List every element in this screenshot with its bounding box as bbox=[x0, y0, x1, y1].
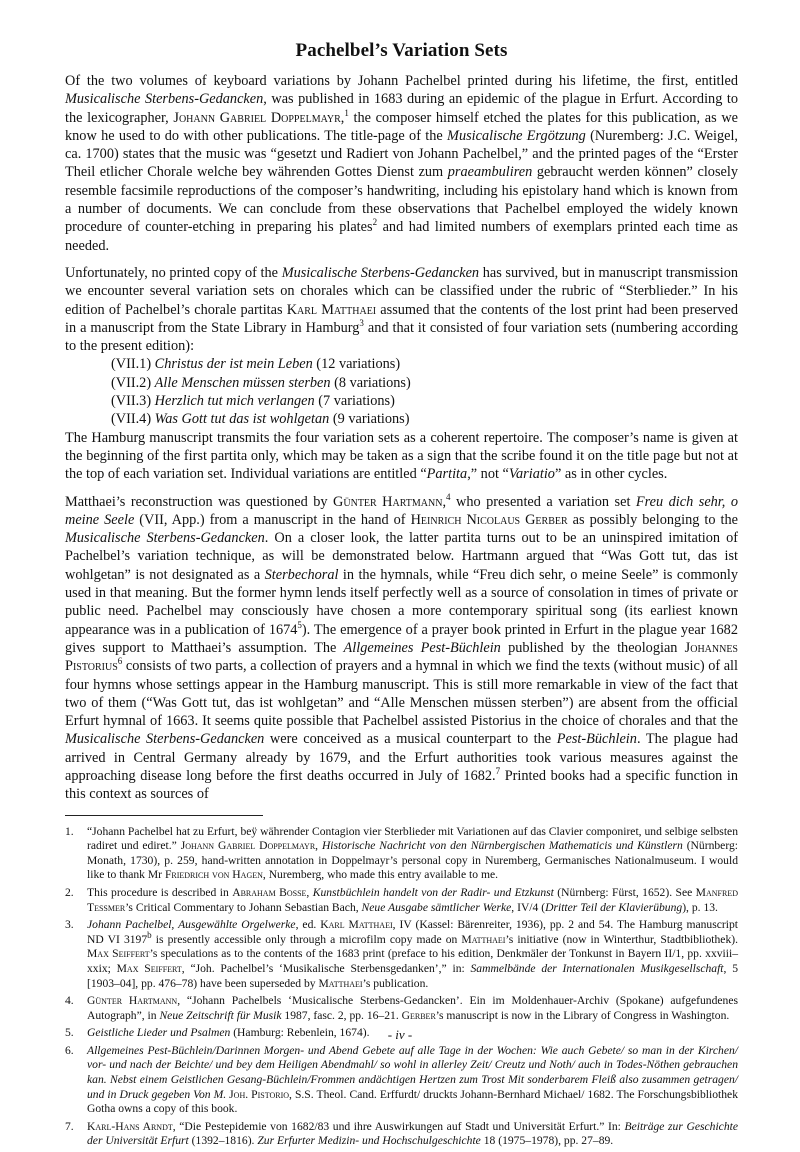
text: has survived, but in manuscript transmission we encounter several variation sets on chorales which can be classified under the rubric of “Sterblieder.” In his edition of Pachelbel’s chorale partitas bbox=[65, 264, 739, 318]
chorale-title: Christus der ist mein Leben bbox=[154, 356, 313, 373]
text: who presented a variation set bbox=[450, 493, 636, 510]
text: ). The emergence of a prayer book printed in Erfurt in the plague year 1682 gives support to Matthaei’s assumption. The bbox=[65, 621, 738, 656]
footnote-number: 5. bbox=[65, 1026, 74, 1040]
text: . On a closer look, the latter partita turns out to be an uninspired imitation of Pachelbel’s variation technique, as will be demonstrated below. Hartmann argued that “Was Gott tut, das ist wohlgetan” is not designated as a bbox=[65, 530, 738, 583]
text: Unfortunately, no printed copy of the bbox=[65, 264, 282, 281]
work-title: Musicalische Ergötzung bbox=[447, 127, 586, 144]
text: ), p. 13. bbox=[682, 900, 718, 914]
work-title: Pest-Büchlein bbox=[556, 731, 637, 748]
person-name: Heinrich Nicolaus Gerber bbox=[410, 511, 568, 528]
text: ,” not “ bbox=[467, 466, 509, 483]
person-name: Johann Gabriel Doppelmayr bbox=[180, 839, 316, 853]
text: Matthaei’s reconstruction was questioned by bbox=[65, 493, 334, 510]
text: ’s manuscript is now in the Library of Congress in Washington. bbox=[435, 1008, 730, 1022]
work-title: Kunstbüchlein handelt von der Radir- und Etzkunst bbox=[312, 885, 554, 899]
text: (Nürnberg: Fürst, 1652). See bbox=[553, 885, 696, 899]
chorale-title: Freu dich sehr, o meine Seele bbox=[65, 493, 738, 528]
person-name: Johannes Pistorius bbox=[65, 639, 738, 675]
text: , “Joh. Pachelbel’s ‘Musikalische Sterbensgedanken’,” in: bbox=[181, 961, 471, 975]
variation-count: (12 variations) bbox=[312, 356, 401, 373]
text: ” as in other cycles. bbox=[554, 466, 668, 483]
work-title: Neue Zeitschrift für Musik bbox=[159, 1008, 282, 1022]
footnote-ref[interactable]: 7 bbox=[495, 766, 501, 777]
work-title: Musicalische Sterbens-Gedancken bbox=[281, 264, 480, 281]
page bbox=[65, 0, 738, 1152]
work-title: Allgemeines Pest-Büchlein/Darinnen Morgen- und Abend Gebete auf alle Tage in der Wochen: Wie auch Gebete/ so man in der Kirchen/ vor- und nach der Beichte/ und bey dem Heiligen Abendmahl/ so wohl in allerley Zeit/ Creutz und Noth/ auch in Todes-Nöthen gebrauchen kan. Nebst einem Geistlichen Gesang-Büchlein/Frommen andächtigen Hertzen zum Trost Mit sonderbarem Fleiß also zusammen getragen/ und in Druck gegeben Von M. bbox=[87, 1043, 738, 1101]
text: and that it consisted of four variation sets (numbering according to the present edition): bbox=[65, 319, 738, 355]
text: 1987, fasc. 2, pp. 16–21. bbox=[281, 1008, 402, 1022]
text: , Nuremberg, who made this entry available to me. bbox=[262, 868, 499, 882]
work-title: Musicalische Sterbens-Gedancken bbox=[65, 731, 265, 748]
list-number: (VII.2) bbox=[111, 374, 155, 391]
paragraph-1: Of the two volumes of keyboard variations by Johann Pachelbel printed during his lifetime, the first, entitled Musicalische Sterbens-Gedancken, was published in 1683 during an epidemic of the plague in Erfurt. According to the lexicographer, Johann Gabriel Doppelmayr,$^1$ the composer himself etched the plates for this publication, as we know he used to do with other publications. The title-page of the Musicalische Ergötzung (Nuremberg: J.C. Weigel, ca. 1700) states that the music was “gesetzt und Radiert von Johann Pachelbel,” and the printed pages of the “Erster Theil etlicher Chorale welche bey währenden Gottes Dienst zum praeambuliren gebraucht werden können” closely resemble facsimile reproductions of the composer’s handwriting, including his epistolary hand which is known from a number of documents. We can conclude from these observations that Pachelbel employed the widely known procedure of counter-etching in preparing his plates$^2$ and had limited numbers of exemplars printed each time as needed. bbox=[65, 73, 738, 254]
work-title: Johann Pachelbel, Ausgewählte Orgelwerke bbox=[87, 918, 296, 932]
text: 18 (1975–1978), pp. 27–89. bbox=[480, 1134, 614, 1148]
list-number: (VII.3) bbox=[111, 393, 155, 410]
variation-set-list bbox=[65, 355, 738, 428]
variation-count: (9 variations) bbox=[329, 411, 410, 428]
person-name: Max Seiffert bbox=[116, 961, 182, 975]
person-name: Gerber bbox=[401, 1008, 436, 1022]
chorale-title: Was Gott tut das ist wohlgetan bbox=[154, 411, 330, 428]
text: assumed that the contents of the lost print had been preserved in a manuscript from the State Library in Hamburg bbox=[65, 301, 738, 336]
footnote-ref[interactable]: 5 bbox=[297, 619, 302, 630]
person-name: Manfred Tessmer bbox=[87, 885, 738, 914]
text: published by the theologian bbox=[500, 639, 685, 656]
work-title: Beiträge zur Geschichte der Universität Erfurt bbox=[87, 1119, 738, 1148]
text: as possibly belonging to the bbox=[567, 511, 738, 528]
list-item bbox=[111, 410, 738, 428]
text: This procedure is described in bbox=[87, 885, 233, 899]
person-name: Matthaei bbox=[461, 932, 506, 946]
italic-term: praeambuliren bbox=[447, 164, 533, 181]
paragraph-4: Matthaei’s reconstruction was questioned by Günter Hartmann,$^4$ who presented a variation set Freu dich sehr, o meine Seele (VII, App.) from a manuscript in the hand of Heinrich Nicolaus Gerber as possibly belonging to the Musicalische Sterbens-Gedancken. On a closer look, the latter partita turns out to be an uninspired imitation of Pachelbel’s variation technique, as will be demonstrated below. Hartmann argued that “Was Gott tut, das ist wohlgetan” is not designated as a Sterbechoral in the hymnals, while “Freu dich sehr, o meine Seele” is commonly used in that meaning. But the former hymn lends itself perfectly well as a source of consolation in times of private or public need. Pachelbel may consciously have chosen a more contemporary spiritual song (its earliest known appearance was in a publication of 1674$^5$). The emergence of a prayer book printed in Erfurt in the plague year 1682 gives support to Matthaei’s assumption. The Allgemeines Pest-Büchlein published by the theologian Johannes Pistorius$^6$ consists of two parts, a collection of prayers and a hymnal in which we find the texts (without music) of all four hymns whose settings appear in the Hamburg manuscript. This is still more remarkable in view of the fact that two of them (“Was Gott tut, das ist wohlgetan” and “Alle Menschen müssen sterben”) are absent from the official Erfurt hymnal of 1663. It seems quite possible that Pachelbel assisted Pistorius in the choice of chorales and that the Musicalische Sterbens-Gedancken were conceived as a musical counterpart to the Pest-Büchlein. The plague had arrived in Central Germany already by 1679, and the Erfurt authorities took various measures against the approaching disease long before the first deaths occurred in July of 1682.$^7$ Printed books had a specific function in this context as sources of bbox=[65, 491, 739, 803]
footnote-1 bbox=[65, 825, 738, 883]
text: , ed. bbox=[295, 918, 321, 932]
person-name: Max Seiffert bbox=[87, 947, 150, 961]
text: , 5 [1903–04], pp. 476–78) have been superseded by bbox=[87, 961, 739, 990]
text: were conceived as a musical counterpart to the bbox=[264, 731, 557, 748]
chorale-title: Herzlich tut mich verlangen bbox=[154, 393, 315, 410]
text: (Hamburg: Rebenlein, 1674). bbox=[230, 1026, 370, 1040]
text: ’s speculations as to the contents of the 1683 print (preface to his edition, Denkmäler der Tonkunst in Bayern II/1, pp. xxviii–xxix; bbox=[87, 947, 738, 975]
text: , “Johann Pachelbels ‘Musicalische Sterbens-Gedancken’. Ein im Moldenhauer-Archiv (Spokane) aufgefundenes Autograph”, in bbox=[87, 994, 738, 1022]
text: consists of two parts, a collection of prayers and a hymnal in which we find the texts (without music) of all four hymns whose settings appear in the Hamburg manuscript. This is still more remarkable in view of the fact that two of them (“Was Gott tut, das ist wohlgetan” and “Alle Menschen müssen sterben”) are absent from the official Erfurt hymnal of 1663. It seems quite possible that Pachelbel assisted Pistorius in the choice of chorales and that the bbox=[65, 658, 738, 730]
person-name: Karl Matthaei bbox=[320, 918, 393, 932]
text: ’s initiative (now in Winterthur, Stadtbibliothek). bbox=[505, 932, 738, 946]
person-name: Günter Hartmann bbox=[87, 994, 178, 1008]
page-number: - iv - bbox=[387, 1027, 413, 1042]
person-name: Günter Hartmann bbox=[333, 493, 443, 510]
footnotes bbox=[65, 825, 738, 1149]
footnote-2 bbox=[65, 886, 738, 915]
paragraph-3 bbox=[65, 429, 738, 484]
text: , “Die Pestepidemie von 1682/83 und ihre Auswirkungen auf Stadt und Universität Erfurt.” In: bbox=[172, 1119, 625, 1133]
text: , IV (Kassel: Bärenreiter, 1936), pp. 2 and 54. The Hamburg manuscript ND VI 3197 bbox=[87, 918, 738, 946]
text: . The plague had arrived in Central Germany already by 1679, and the Erfurt authorities took various measures against the approaching disease long before the first deaths occurred in July of 1682. bbox=[65, 731, 738, 784]
footnote-ref[interactable]: 3 bbox=[359, 318, 364, 329]
main-text bbox=[65, 72, 738, 804]
footnote-4 bbox=[65, 994, 738, 1023]
work-title: Sammelbände der Internationalen Musikgesellschaft bbox=[470, 961, 724, 975]
footnote-6 bbox=[65, 1044, 738, 1117]
text: (1392–1816). bbox=[188, 1134, 258, 1148]
person-name: Karl Matthaei bbox=[286, 301, 377, 318]
italic-term: Sterbechoral bbox=[264, 566, 339, 583]
work-title: Dritter Teil der Klavierübung bbox=[545, 900, 683, 914]
work-title: Musicalische Sterbens-Gedancken bbox=[65, 530, 265, 547]
list-item bbox=[111, 374, 738, 392]
text: , bbox=[306, 885, 313, 899]
superscript: b bbox=[147, 929, 152, 940]
person-name: Friedrich von Hagen bbox=[164, 868, 263, 882]
list-item bbox=[111, 355, 738, 373]
variation-count: (8 variations) bbox=[330, 374, 411, 391]
text: ’s publication. bbox=[362, 976, 429, 990]
footnote-3 bbox=[65, 918, 738, 991]
text: (Nürnberg: Monath, 1730), p. 259, hand-written annotation in Doppelmayr’s personal copy in Nuremberg, Germanisches Nationalmuseum. I would like to thank Mr bbox=[87, 839, 738, 882]
text: , was published in 1683 during an epidemic of the plague in Erfurt. According to the lexicographer, bbox=[65, 91, 738, 126]
paragraph-2 bbox=[65, 264, 738, 355]
work-title: Zur Erfurter Medizin- und Hochschulgeschichte bbox=[257, 1134, 481, 1148]
footnote-ref[interactable]: 4 bbox=[446, 491, 451, 502]
text: The Hamburg manuscript transmits the four variation sets as a coherent repertoire. The composer’s name is given at the beginning of the first partita only, which may be taken as a sign that the scribe found it on the title page but not at the top of each variation set. Individual variations are entitled “ bbox=[65, 429, 738, 483]
list-item bbox=[111, 392, 738, 410]
text: gebraucht werden können” closely resemble facsimile reproductions of the composer’s handwriting, including his epistolary hand which is known from a number of documents. We can conclude from these observations that Pachelbel employed the widely known procedure of counter-etching in preparing his plates bbox=[65, 164, 738, 236]
chorale-title: Alle Menschen müssen sterben bbox=[154, 374, 331, 391]
footnote-divider bbox=[65, 815, 263, 816]
work-title: Musicalische Sterbens-Gedancken bbox=[65, 91, 264, 108]
page-title: Pachelbel’s Variation Sets bbox=[295, 40, 508, 61]
text: (Nuremberg: J.C. Weigel, ca. 1700) states that the music was “gesetzt und Radiert von Johann Pachelbel,” and the printed pages of the “Erster Theil etlicher Chorale welche bey währenden Gottes Dienst zum bbox=[65, 127, 738, 181]
variation-count: (7 variations) bbox=[314, 393, 395, 410]
person-name: Johann Gabriel Doppelmayr bbox=[173, 109, 341, 126]
text: Printed books had a specific function in this context as sources of bbox=[65, 767, 738, 803]
text: “Johann Pachelbel hat zu Erfurt, beÿ währender Contagion vier Sterblieder mit Variationen auf das Clavier componiret, und selbige selbsten radiret und ediret.” bbox=[87, 824, 738, 853]
footnote-ref[interactable]: 6 bbox=[117, 656, 123, 667]
text: Of the two volumes of keyboard variations by Johann Pachelbel printed during his lifetime, the first, entitled bbox=[65, 73, 738, 89]
text: , IV/4 ( bbox=[511, 900, 546, 914]
person-name: Matthaei bbox=[318, 976, 363, 990]
text: ’s Critical Commentary to Johann Sebastian Bach, bbox=[125, 900, 362, 914]
footnote-number: 3. bbox=[65, 918, 74, 932]
work-title: Geistliche Lieder und Psalmen bbox=[87, 1026, 231, 1040]
list-number: (VII.4) bbox=[111, 411, 155, 428]
list-number: (VII.1) bbox=[111, 356, 155, 373]
footnote-number: 6. bbox=[65, 1043, 74, 1057]
footnote-number: 4. bbox=[65, 994, 74, 1008]
footnote-ref[interactable]: 2 bbox=[372, 217, 378, 228]
footnote-ref[interactable]: 1 bbox=[344, 107, 349, 118]
italic-term: Variatio bbox=[508, 466, 555, 483]
text: , bbox=[315, 839, 322, 853]
text: the composer himself etched the plates for this publication, as we know he used to do with other publications. The title-page of the bbox=[65, 109, 738, 144]
footnote-7 bbox=[65, 1120, 738, 1149]
work-title: Allgemeines Pest-Büchlein bbox=[343, 639, 501, 656]
text: , S.S. Theol. Cand. Erffurdt/ druckts Johann-Bernhard Michael/ 1682. The Forschungsbibliothek Gotha owns a copy of this book. bbox=[87, 1087, 738, 1116]
text: is presently accessible only through a microfilm copy made on bbox=[151, 932, 462, 946]
text: and had limited numbers of exemplars printed each time as needed. bbox=[65, 219, 738, 254]
footnote-number: 1. bbox=[65, 824, 74, 838]
person-name: Karl-Hans Arndt bbox=[87, 1119, 173, 1133]
text: in the hymnals, while “Freu dich sehr, o meine Seele” is commonly used in that meaning. But the former hymn lends itself perfectly well as a source of consolation in times of private or public need. Pachelbel may consciously have chosen a more contemporary spiritual song (its earliest known appearance was in a publication of 1674 bbox=[65, 566, 739, 638]
person-name: Abraham Bosse bbox=[232, 885, 307, 899]
footnote-number: 2. bbox=[65, 885, 74, 899]
person-name: Joh. Pistorio bbox=[229, 1087, 290, 1101]
footnote-number: 7. bbox=[65, 1119, 74, 1133]
text: (VII, App.) from a manuscript in the hand of bbox=[134, 511, 411, 528]
work-title: Historische Nachricht von den Nürnbergischen Mathematicis und Künstlern bbox=[321, 839, 683, 853]
work-title: Neue Ausgabe sämtlicher Werke bbox=[361, 900, 512, 914]
italic-term: Partita bbox=[426, 466, 468, 483]
